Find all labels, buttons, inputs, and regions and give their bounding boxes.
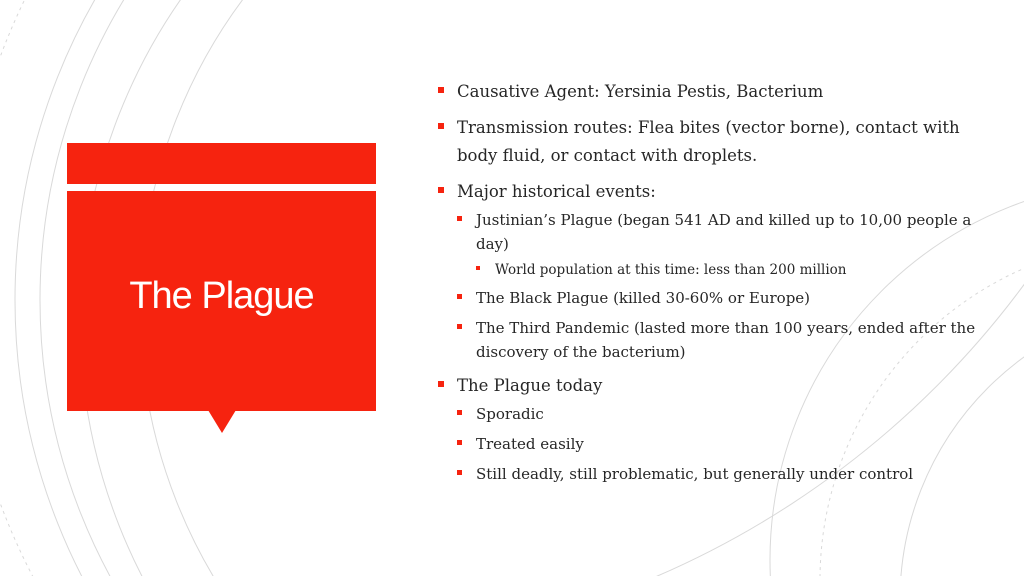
bullet-list xyxy=(438,78,998,486)
sub-bullet-text: Justinian’s Plague (began 541 AD and killed up to 10,00 people a day) xyxy=(476,211,972,253)
bullet-text: Causative Agent: Yersinia Pestis, Bacterium xyxy=(457,82,824,101)
sub-bullet-list xyxy=(457,208,998,364)
bullet-item xyxy=(438,372,998,486)
bullet-text: Transmission routes: Flea bites (vector borne), contact with body fluid, or contact with droplets. xyxy=(457,118,960,165)
bullet-text: Major historical events: xyxy=(457,182,656,201)
bullet-item xyxy=(438,178,998,364)
sub-bullet-item xyxy=(457,432,998,456)
sub-bullet-list xyxy=(457,402,998,486)
bullet-content xyxy=(438,78,998,494)
sub-sub-bullet-item xyxy=(476,260,998,280)
sub-bullet-text: Treated easily xyxy=(476,435,584,453)
sub-bullet-item xyxy=(457,316,998,364)
sub-bullet-item xyxy=(457,208,998,280)
sub-sub-bullet-text: World population at this time: less than 200 million xyxy=(495,262,847,278)
title-box xyxy=(67,191,376,411)
bullet-item xyxy=(438,78,998,106)
sub-bullet-text: The Third Pandemic (lasted more than 100 years, ended after the discovery of the bacterium) xyxy=(476,319,976,361)
bullet-item xyxy=(438,114,998,170)
sub-bullet-text: The Black Plague (killed 30-60% or Europe) xyxy=(476,289,811,307)
title-pointer xyxy=(208,410,236,433)
accent-strip xyxy=(67,143,376,184)
sub-bullet-text: Sporadic xyxy=(476,405,544,423)
slide-title: The Plague xyxy=(129,274,314,317)
sub-bullet-text: Still deadly, still problematic, but generally under control xyxy=(476,465,914,483)
sub-sub-bullet-list xyxy=(476,260,998,280)
sub-bullet-item xyxy=(457,402,998,426)
sub-bullet-item xyxy=(457,462,998,486)
bullet-text: The Plague today xyxy=(457,376,603,395)
sub-bullet-item xyxy=(457,286,998,310)
